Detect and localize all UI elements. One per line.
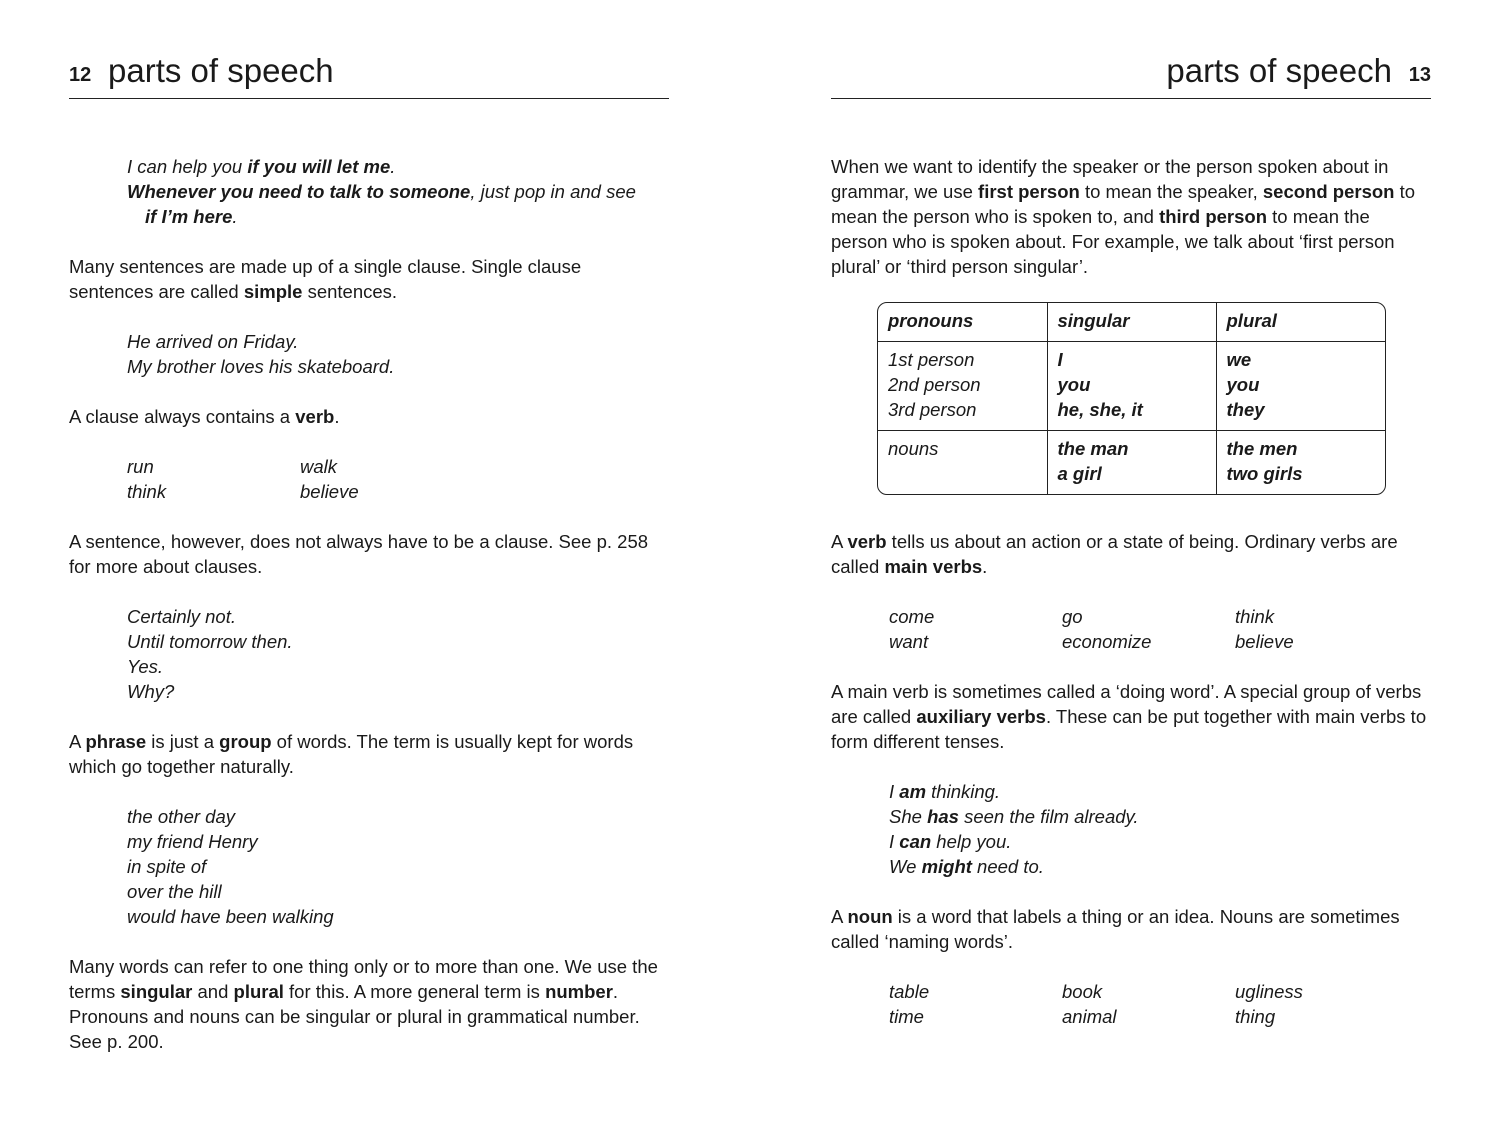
- noun-example: a girl: [1057, 463, 1102, 484]
- right-page-header: [831, 50, 1431, 99]
- paragraph-clause-verb: A clause always contains a verb.: [69, 406, 340, 427]
- example-word: animal: [1062, 1006, 1117, 1027]
- table-row: [878, 431, 1385, 495]
- pronoun: you: [1057, 374, 1091, 395]
- example-line: Why?: [127, 681, 175, 702]
- row-label: 3rd person: [888, 399, 977, 420]
- example-line: We might need to.: [889, 856, 1044, 877]
- example-line: in spite of: [127, 856, 207, 877]
- paragraph-sentence-clause: A sentence, however, does not always have to be a clause. See p. 258 for more about clauses.: [69, 531, 649, 577]
- pronoun: I: [1057, 349, 1063, 370]
- example-non-clause-sentences: [127, 604, 669, 704]
- table-cell: [878, 431, 1047, 495]
- right-page: [831, 0, 1431, 1137]
- example-text: , just pop in and see: [470, 181, 636, 202]
- example-word: time: [889, 1006, 924, 1027]
- noun-example: the man: [1057, 438, 1129, 459]
- example-word: think: [127, 481, 167, 502]
- example-line: I can help you.: [889, 831, 1012, 852]
- example-emphasis: if you will let me: [247, 156, 391, 177]
- example-line: over the hill: [127, 881, 222, 902]
- paragraph-person: When we want to identify the speaker or the person spoken about in grammar, we use first person to mean the speaker, second person to mean the person who is spoken to, and third person to mean the person who is spoken about. For example, we talk about ‘first person plural’ or ‘third person singular’.: [831, 156, 1416, 277]
- example-phrases: [127, 804, 669, 929]
- example-emphasis: if I’m here: [145, 206, 233, 227]
- pronoun: he, she, it: [1057, 399, 1143, 420]
- table-cell: [1216, 431, 1385, 495]
- person-number-table: [877, 302, 1386, 495]
- paragraph-phrase: A phrase is just a group of words. The term is usually kept for words which go together naturally.: [69, 731, 634, 777]
- example-word: go: [1062, 606, 1083, 627]
- example-emphasis: Whenever you need to talk to someone: [127, 181, 471, 202]
- paragraph-verb: A verb tells us about an action or a state of being. Ordinary verbs are called main verbs.: [831, 531, 1398, 577]
- example-verbs: [127, 454, 669, 504]
- noun-example: two girls: [1226, 463, 1303, 484]
- example-word: believe: [1235, 631, 1294, 652]
- example-word: walk: [300, 456, 338, 477]
- table-row: [878, 342, 1385, 431]
- table-cell: [1216, 342, 1385, 431]
- example-text: I can help you: [127, 156, 248, 177]
- row-label: 2nd person: [888, 374, 981, 395]
- table-header-cell: pronouns: [878, 303, 1047, 342]
- pronoun: we: [1226, 349, 1252, 370]
- example-word: come: [889, 606, 935, 627]
- example-line: the other day: [127, 806, 235, 827]
- example-line: would have been walking: [127, 906, 334, 927]
- example-text: .: [390, 156, 396, 177]
- row-label: nouns: [888, 438, 939, 459]
- example-line: Yes.: [127, 656, 163, 677]
- example-auxiliary-verbs: [889, 779, 1431, 879]
- example-word: ugliness: [1235, 981, 1303, 1002]
- example-word: thing: [1235, 1006, 1276, 1027]
- example-line: She has seen the film already.: [889, 806, 1139, 827]
- example-line: I am thinking.: [889, 781, 1001, 802]
- paragraph-simple-sentences: Many sentences are made up of a single clause. Single clause sentences are called simple sentences.: [69, 256, 582, 302]
- example-nouns: [889, 979, 1431, 1029]
- paragraph-auxiliary-verbs: A main verb is sometimes called a ‘doing word’. A special group of verbs are called auxiliary verbs. These can be put together with main verbs to form different tenses.: [831, 681, 1427, 752]
- left-page: [69, 0, 669, 1137]
- table-cell: [1047, 342, 1216, 431]
- example-word: believe: [300, 481, 359, 502]
- example-line: Until tomorrow then.: [127, 631, 293, 652]
- table-header-cell: singular: [1047, 303, 1216, 342]
- left-page-header: [69, 50, 669, 99]
- example-conditional-clauses: [127, 154, 669, 229]
- table-cell: [878, 342, 1047, 431]
- row-label: 1st person: [888, 349, 975, 370]
- noun-example: the men: [1226, 438, 1298, 459]
- running-title: parts of speech: [1166, 52, 1392, 89]
- example-word: want: [889, 631, 929, 652]
- example-simple-sentences: [127, 329, 669, 379]
- table-header-cell: plural: [1216, 303, 1385, 342]
- left-page-content: [69, 154, 669, 1079]
- right-page-content: [831, 154, 1431, 1054]
- example-word: think: [1235, 606, 1275, 627]
- page-number: 12: [69, 64, 92, 86]
- example-line: my friend Henry: [127, 831, 258, 852]
- paragraph-noun: A noun is a word that labels a thing or an idea. Nouns are sometimes called ‘naming words’.: [831, 906, 1400, 952]
- pronoun: you: [1226, 374, 1260, 395]
- example-main-verbs: [889, 604, 1431, 654]
- example-line: He arrived on Friday.: [127, 331, 299, 352]
- pronoun: they: [1226, 399, 1265, 420]
- example-word: book: [1062, 981, 1103, 1002]
- table-cell: [1047, 431, 1216, 495]
- example-word: economize: [1062, 631, 1152, 652]
- paragraph-number: Many words can refer to one thing only or to more than one. We use the terms singular and plural for this. A more general term is number. Pronouns and nouns can be singular or plural in grammatical number. See p. 200.: [69, 956, 658, 1052]
- example-word: run: [127, 456, 154, 477]
- example-line: My brother loves his skateboard.: [127, 356, 395, 377]
- running-title: parts of speech: [108, 52, 334, 89]
- example-word: table: [889, 981, 930, 1002]
- table-header-row: [878, 303, 1385, 342]
- example-line: Certainly not.: [127, 606, 236, 627]
- page-number: 13: [1408, 64, 1431, 86]
- example-text: .: [232, 206, 238, 227]
